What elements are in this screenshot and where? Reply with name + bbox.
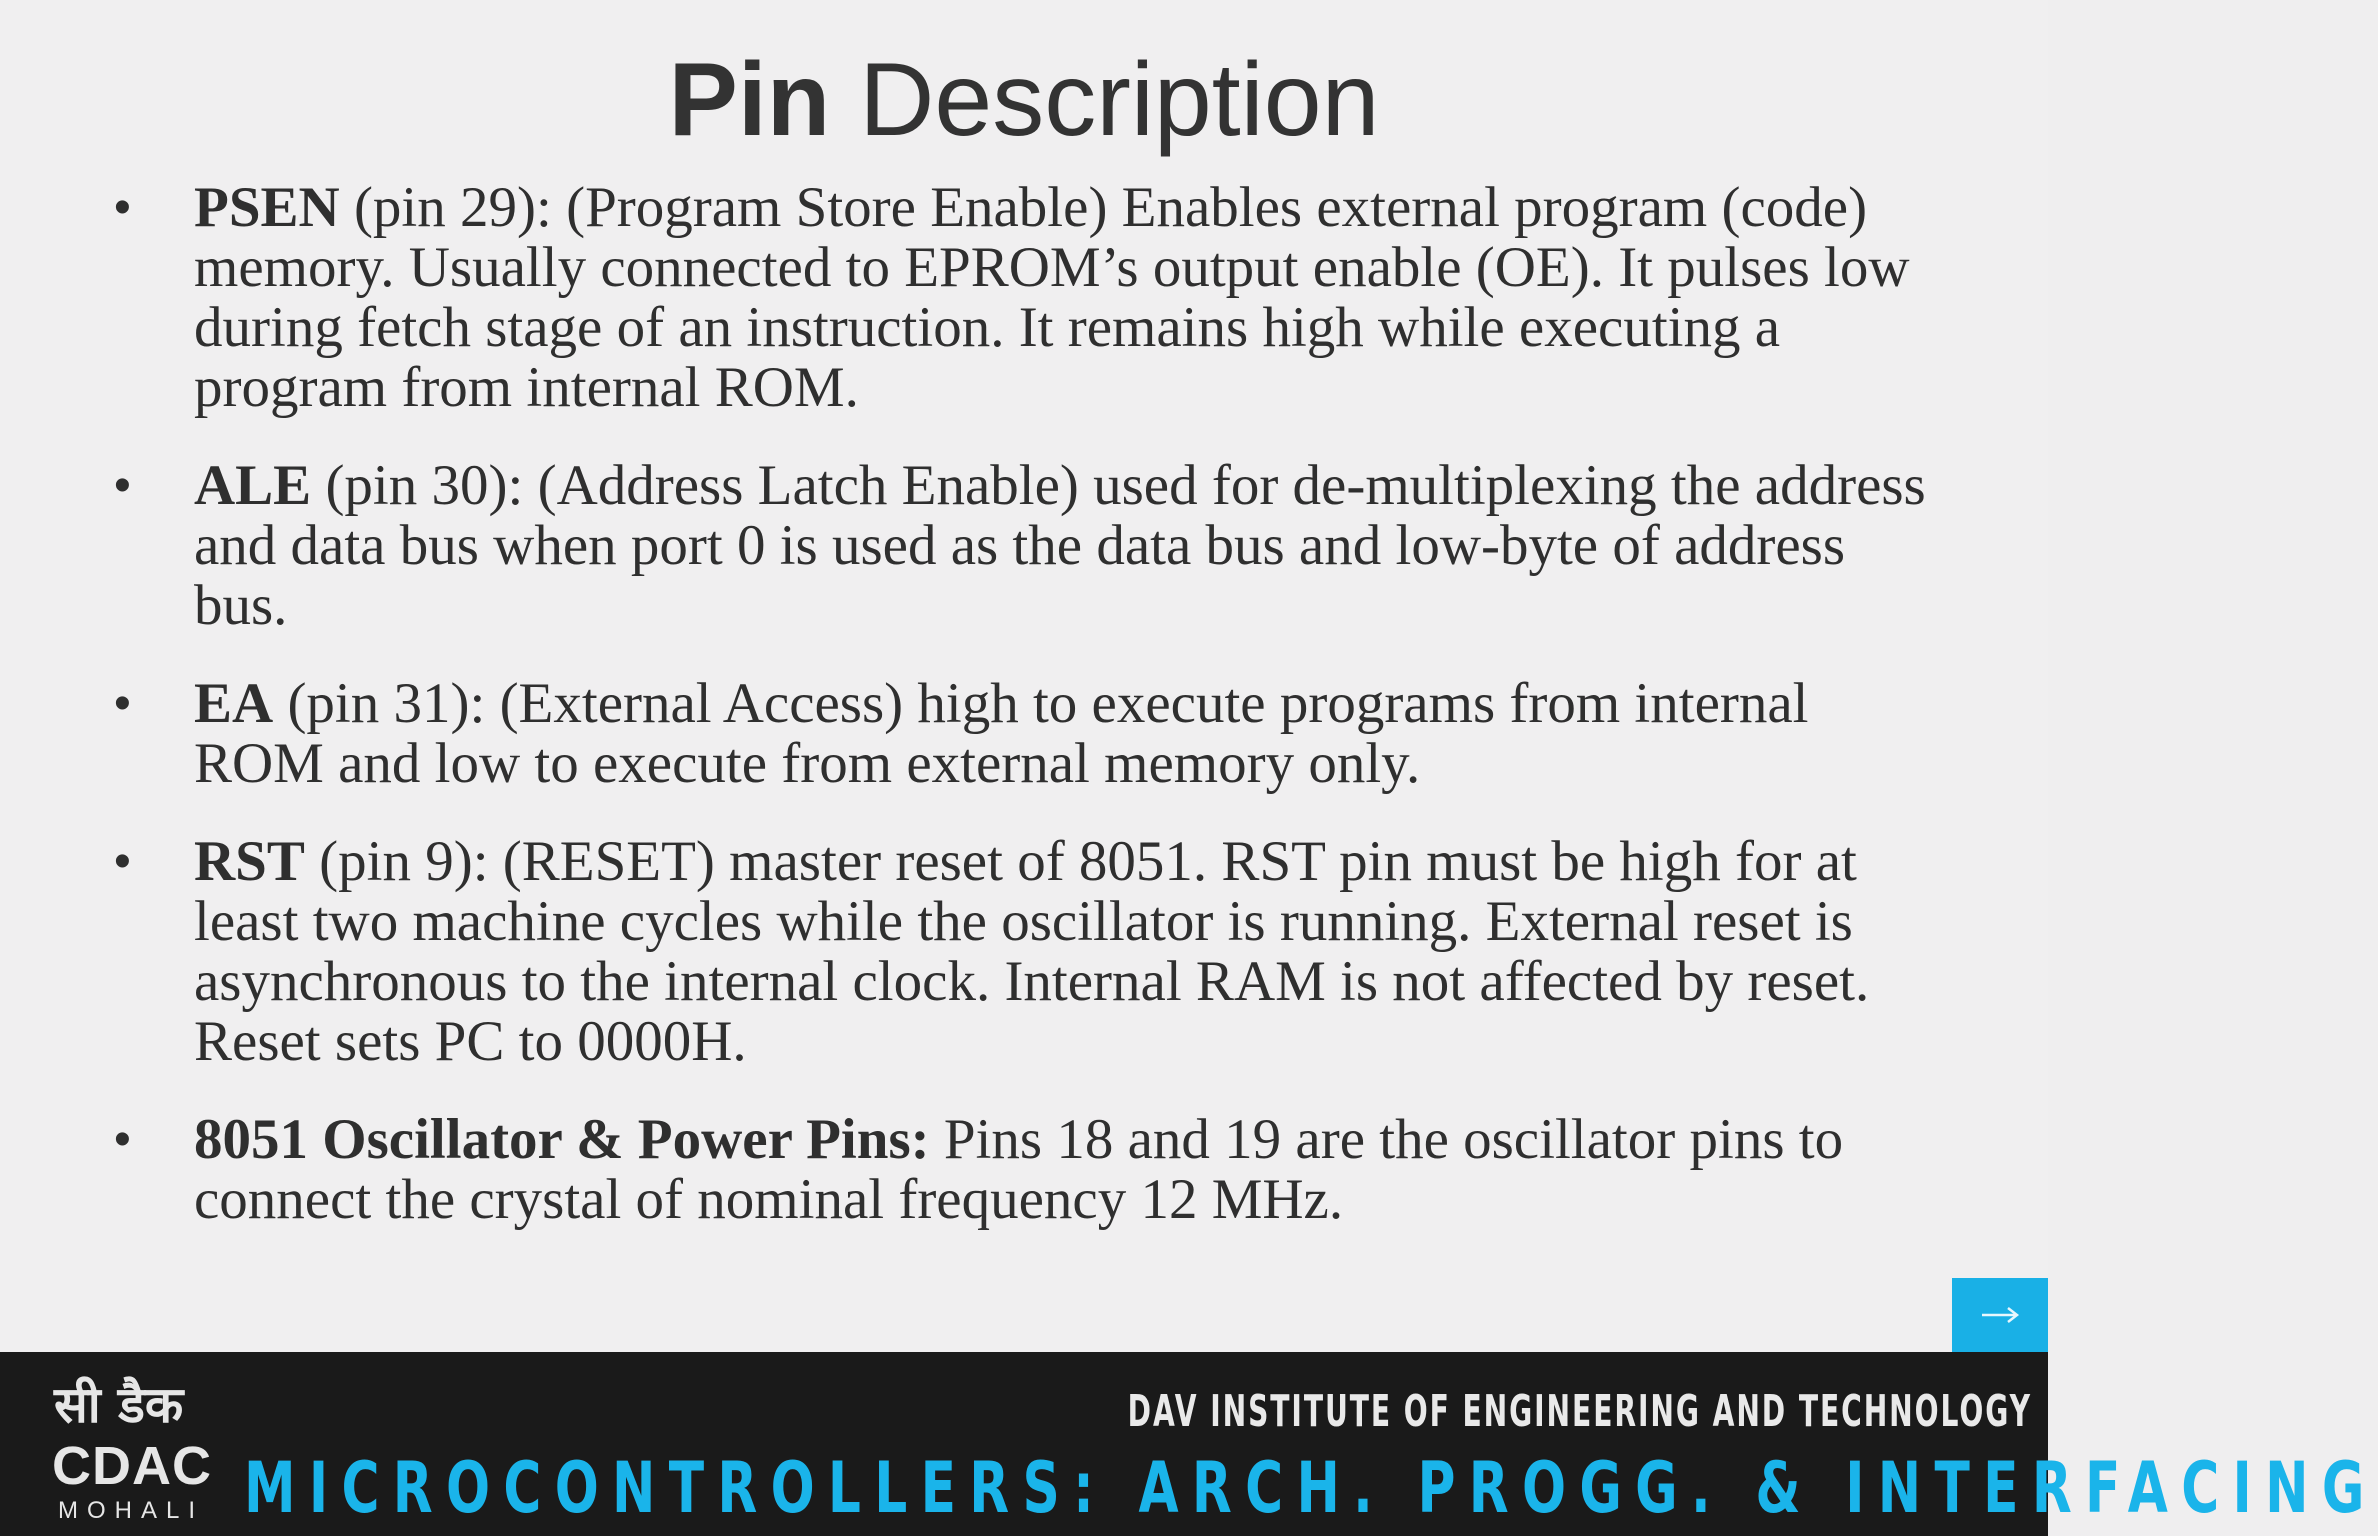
bullet-dot: • xyxy=(114,835,131,888)
bullet-term: RST xyxy=(194,830,305,893)
logo-hindi-text: सी डैक xyxy=(54,1376,184,1434)
arrow-right-icon xyxy=(1980,1305,2020,1325)
bullet-text: (pin 30): (Address Latch Enable) used for de-multiplexing the address and data bus when port 0 is used as the data bus and low-byte of address bus. xyxy=(194,454,1926,637)
bullet-item-psen xyxy=(110,178,1940,418)
logo-cdac-text: CDAC xyxy=(52,1436,212,1496)
bullet-item-ale xyxy=(110,456,1940,636)
bullet-text: (pin 31): (External Access) high to execute programs from internal ROM and low to execute from external memory only. xyxy=(194,672,1809,795)
bullet-item-ea xyxy=(110,674,1940,794)
cdac-logo xyxy=(52,1374,232,1534)
slide-title-bold: Pin xyxy=(668,42,831,158)
slide-title-rest: Description xyxy=(859,42,1380,158)
bullet-dot: • xyxy=(114,181,131,234)
bullet-dot: • xyxy=(114,459,131,512)
footer-banner xyxy=(0,1352,2378,1536)
bullet-dot: • xyxy=(114,1113,131,1166)
next-slide-button[interactable] xyxy=(1952,1278,2048,1352)
bullet-text: Pins 18 and 19 are the oscillator pins to connect the crystal of nominal frequency 12 MHz. xyxy=(194,1108,1844,1231)
bullet-list xyxy=(110,178,1940,1230)
course-title: MICROCONTROLLERS: ARCH. PROGG. & INTERFACING xyxy=(244,1447,2378,1529)
slide-title xyxy=(0,40,2048,160)
bullet-term: EA xyxy=(194,672,274,735)
bullet-item-rst xyxy=(110,832,1940,1072)
bullet-term: ALE xyxy=(194,454,312,517)
logo-city-text: MOHALI xyxy=(58,1497,205,1524)
bullet-text: (pin 9): (RESET) master reset of 8051. RST pin must be high for at least two machine cycles while the oscillator is running. External reset is asynchronous to the internal clock. Internal RAM is not affected by reset. Reset sets PC to 0000H. xyxy=(194,830,1870,1073)
institute-name: DAV INSTITUTE OF ENGINEERING AND TECHNOLOGY xyxy=(1127,1386,2032,1437)
bullet-term: PSEN xyxy=(194,176,340,239)
bullet-term: 8051 Oscillator & Power Pins: xyxy=(194,1108,930,1171)
bullet-dot: • xyxy=(114,677,131,730)
bullet-text: (pin 29): (Program Store Enable) Enables external program (code) memory. Usually connected to EPROM’s output enable (OE). It pulses low during fetch stage of an instruction. It remains high while executing a program from internal ROM. xyxy=(194,176,1910,419)
bullet-item-oscillator xyxy=(110,1110,1940,1230)
